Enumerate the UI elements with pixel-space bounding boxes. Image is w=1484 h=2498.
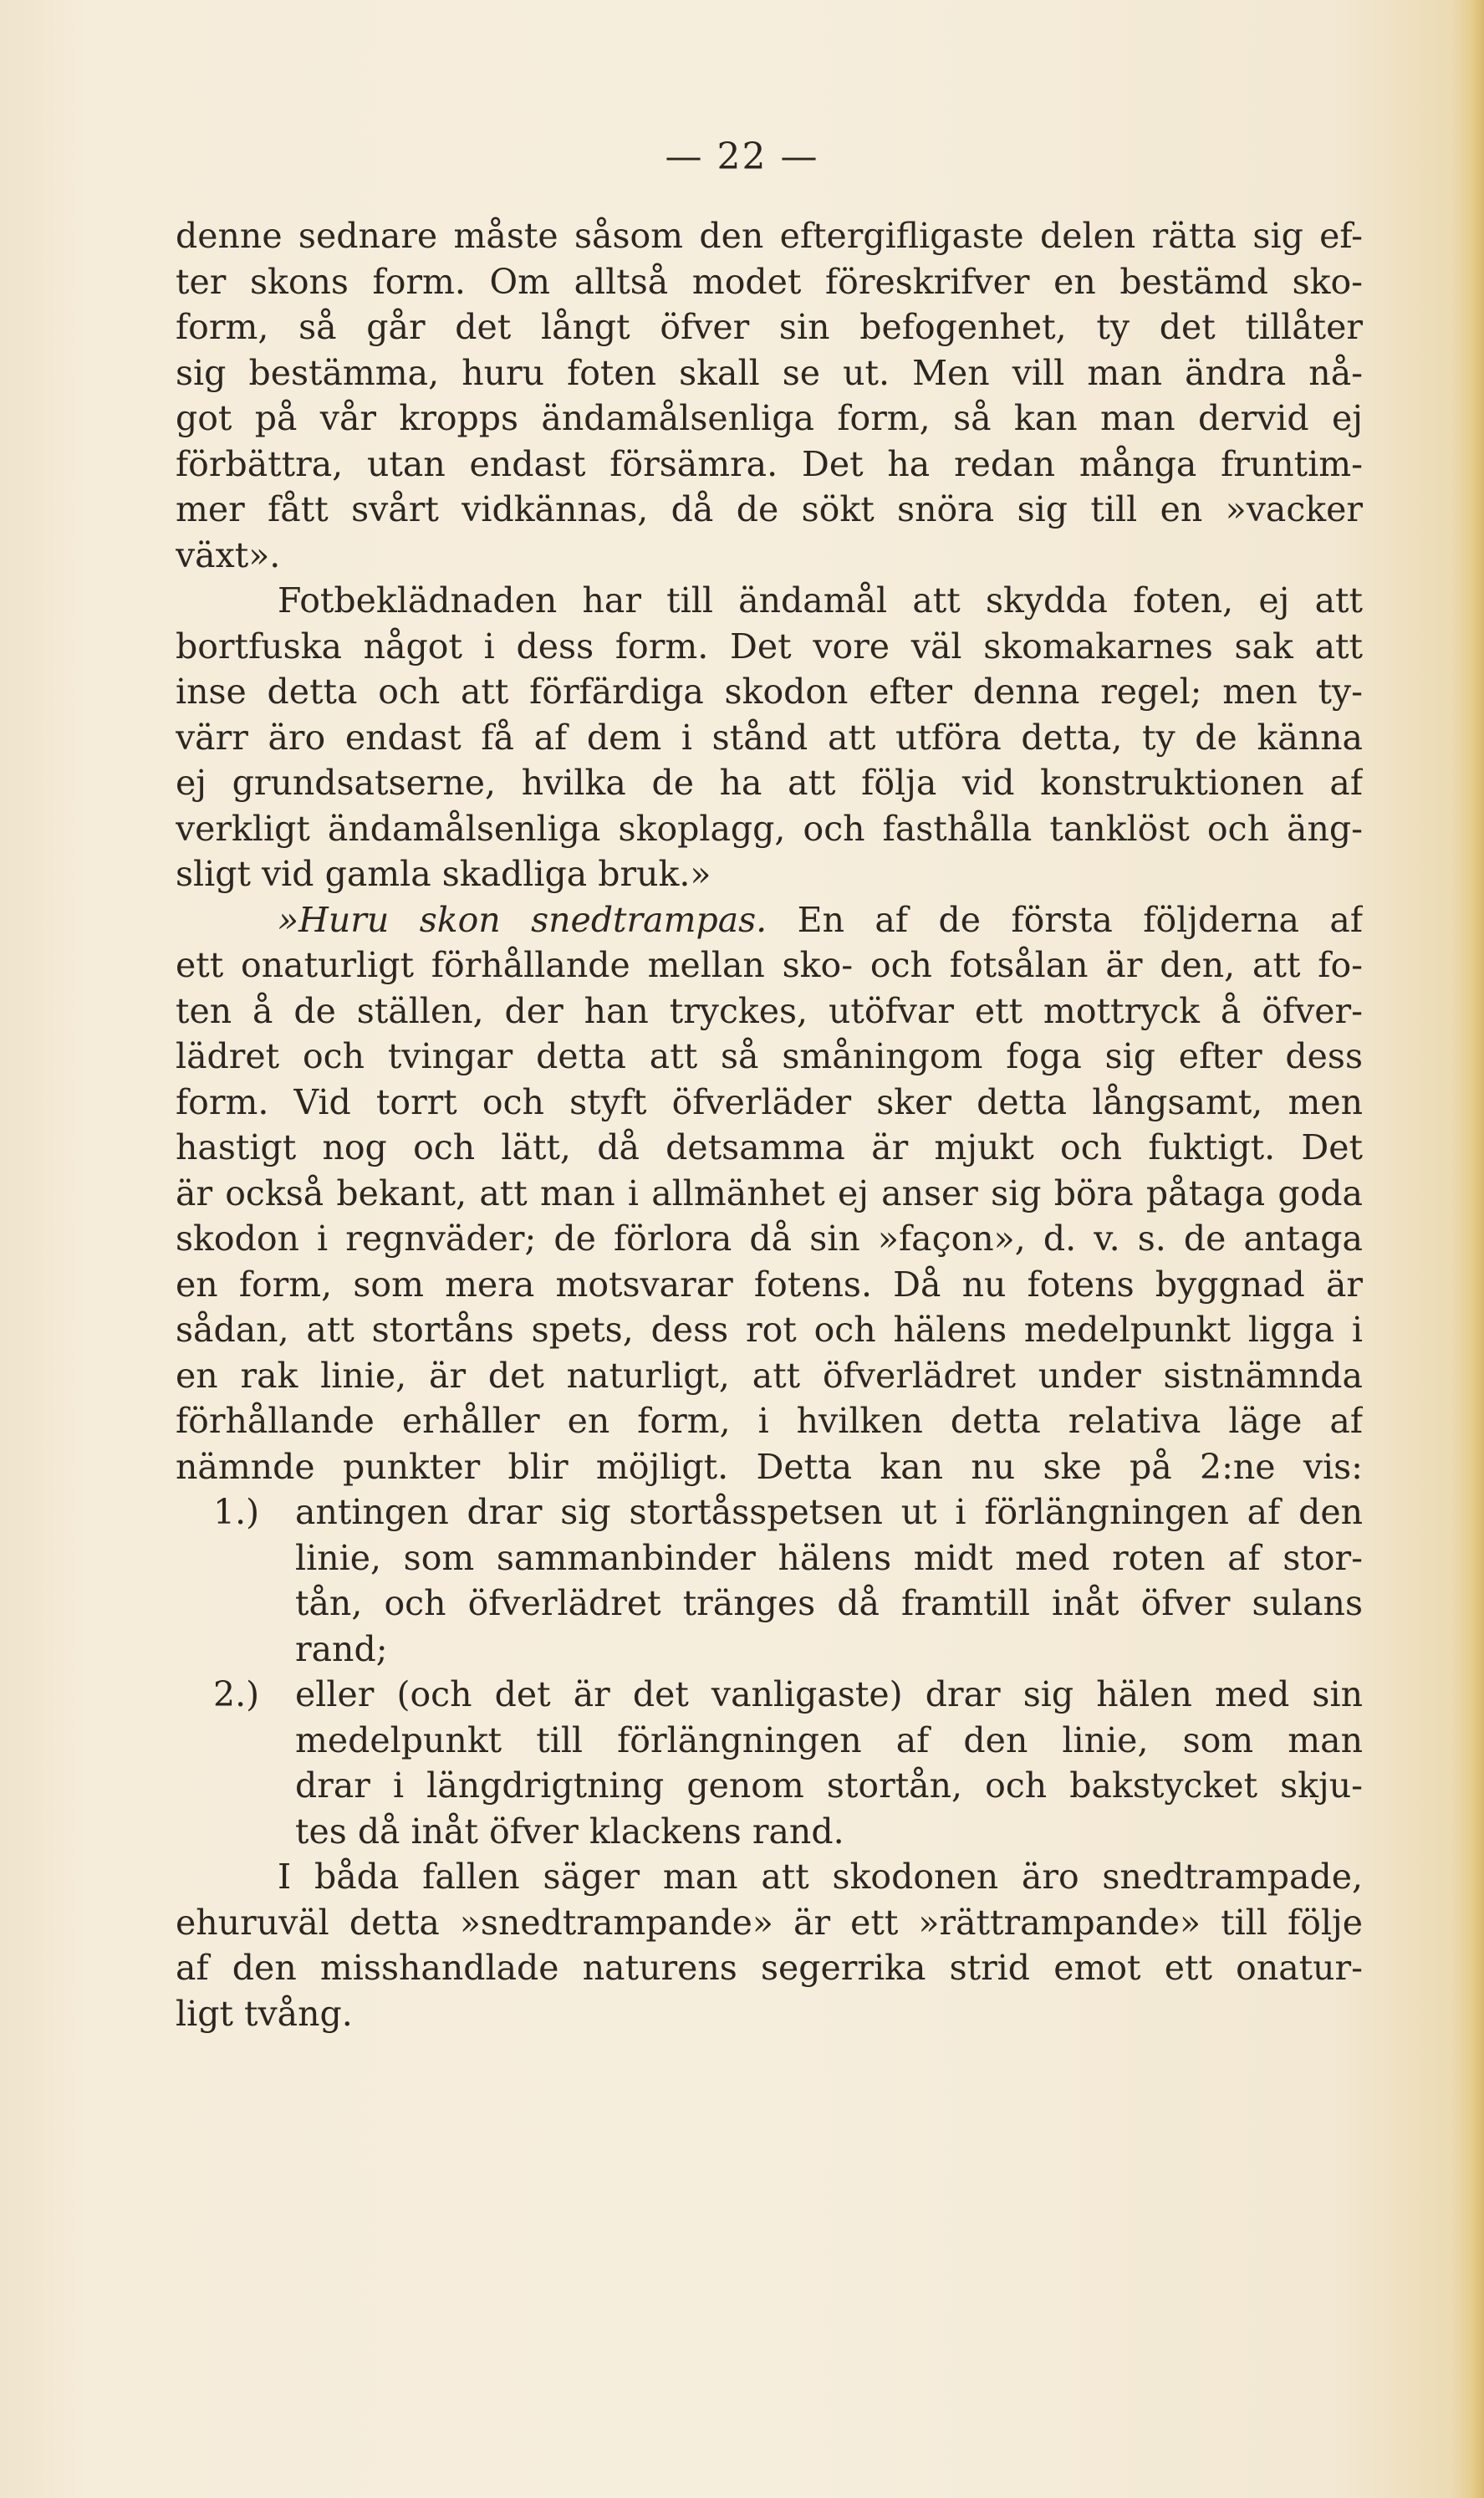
text-line: Fotbeklädnaden har till ändamål att skydda foten, ej att [278, 580, 1363, 621]
text-line: ett onaturligt förhållande mellan sko- och fotsålan är den, att fo- [176, 945, 1363, 985]
text-line: ter skons form. Om alltså modet föreskrifver en bestämd sko- [176, 261, 1363, 302]
text-line: värr äro endast få af dem i stånd att utföra detta, ty de känna [176, 717, 1363, 758]
list-item [176, 1489, 1363, 1535]
list-item [176, 1672, 1363, 1718]
text-line: tån, och öfverlädret tränges då framtill inåt öfver sulans [295, 1583, 1363, 1623]
text-line: tes då inåt öfver klackens rand. [295, 1811, 844, 1852]
text-line: sådan, att stortåns spets, dess rot och hälens medelpunkt ligga i [176, 1310, 1363, 1350]
text-line: hastigt nog och lätt, då detsamma är mjukt och fuktigt. Det [176, 1127, 1363, 1167]
text-line: ehuruväl detta »snedtrampande» är ett »rättrampande» till följe [176, 1902, 1363, 1943]
page-edge-shading [1451, 0, 1484, 2498]
text-line: lädret och tvingar detta att så småningom foga sig efter dess [176, 1036, 1363, 1076]
text-line: förbättra, utan endast försämra. Det ha redan många fruntim- [176, 443, 1363, 484]
text-line: mer fått svårt vidkännas, då de sökt snöra sig till en »vacker [176, 489, 1363, 529]
text-line: drar i längdrigtning genom stortån, och bakstycket skju- [295, 1765, 1363, 1806]
text-line: I båda fallen säger man att skodonen äro snedtrampade, [278, 1857, 1363, 1897]
body-text [176, 213, 1363, 2036]
text-line: ten å de ställen, der han tryckes, utöfvar ett mottryck å öfver- [176, 990, 1363, 1031]
text-line: form, så går det långt öfver sin befogenhet, ty det tillåter [176, 307, 1363, 347]
text-line: verkligt ändamålsenliga skoplagg, och fasthålla tanklöst och äng- [176, 808, 1363, 849]
text-line: växt». [176, 534, 281, 575]
text-line: är också bekant, att man i allmänhet ej anser sig böra påtaga goda [176, 1172, 1363, 1213]
text-line: förhållande erhåller en form, i hvilken detta relativa läge af [176, 1401, 1363, 1441]
text-line: ej grundsatserne, hvilka de ha att följa vid konstruktionen af [176, 763, 1363, 803]
text-line: bortfuska något i dess form. Det vore väl skomakarnes sak att [176, 626, 1363, 667]
text-line: sig bestämma, huru foten skall se ut. Men vill man ändra nå- [176, 352, 1363, 393]
text-line: sligt vid gamla skadliga bruk.» [176, 854, 711, 894]
page-number: — 22 — [665, 135, 819, 178]
text-line: skodon i regnväder; de förlora då sin »façon», d. v. s. de antaga [176, 1218, 1363, 1259]
section-heading: »Huru skon snedtrampas. [278, 899, 767, 940]
text-line: inse detta och att förfärdiga skodon efter denna regel; men ty- [176, 672, 1363, 712]
text-line: en rak linie, är det naturligt, att öfverlädret under sistnämnda [176, 1355, 1363, 1396]
text-line: medelpunkt till förlängningen af den linie, som man [295, 1719, 1363, 1760]
text-line: en form, som mera motsvarar fotens. Då nu fotens byggnad är [176, 1264, 1363, 1305]
text-line [176, 897, 1363, 943]
text-line: denne sednare måste såsom den eftergifligaste delen rätta sig ef- [176, 216, 1363, 256]
text-span: eller (och det är det vanligaste) drar sig hälen med sin [295, 1674, 1363, 1714]
text-line: rand; [295, 1628, 388, 1669]
text-line: linie, som sammanbinder hälens midt med roten af stor- [295, 1537, 1363, 1578]
text-line: ligt tvång. [176, 1993, 353, 2034]
list-number: 1.) [213, 1492, 260, 1532]
text-span: En af de första följderna af [767, 899, 1363, 940]
list-number: 2.) [213, 1674, 260, 1714]
text-line: nämnde punkter blir möjligt. Detta kan nu ske på 2:ne vis: [176, 1446, 1363, 1487]
text-line: af den misshandlade naturens segerrika strid emot ett onatur- [176, 1948, 1363, 1988]
text-line: got på vår kropps ändamålsenliga form, så kan man dervid ej [176, 398, 1363, 438]
text-span: antingen drar sig stortåsspetsen ut i förlängningen af den [295, 1492, 1363, 1532]
text-line: form. Vid torrt och styft öfverläder sker detta långsamt, men [176, 1081, 1363, 1122]
